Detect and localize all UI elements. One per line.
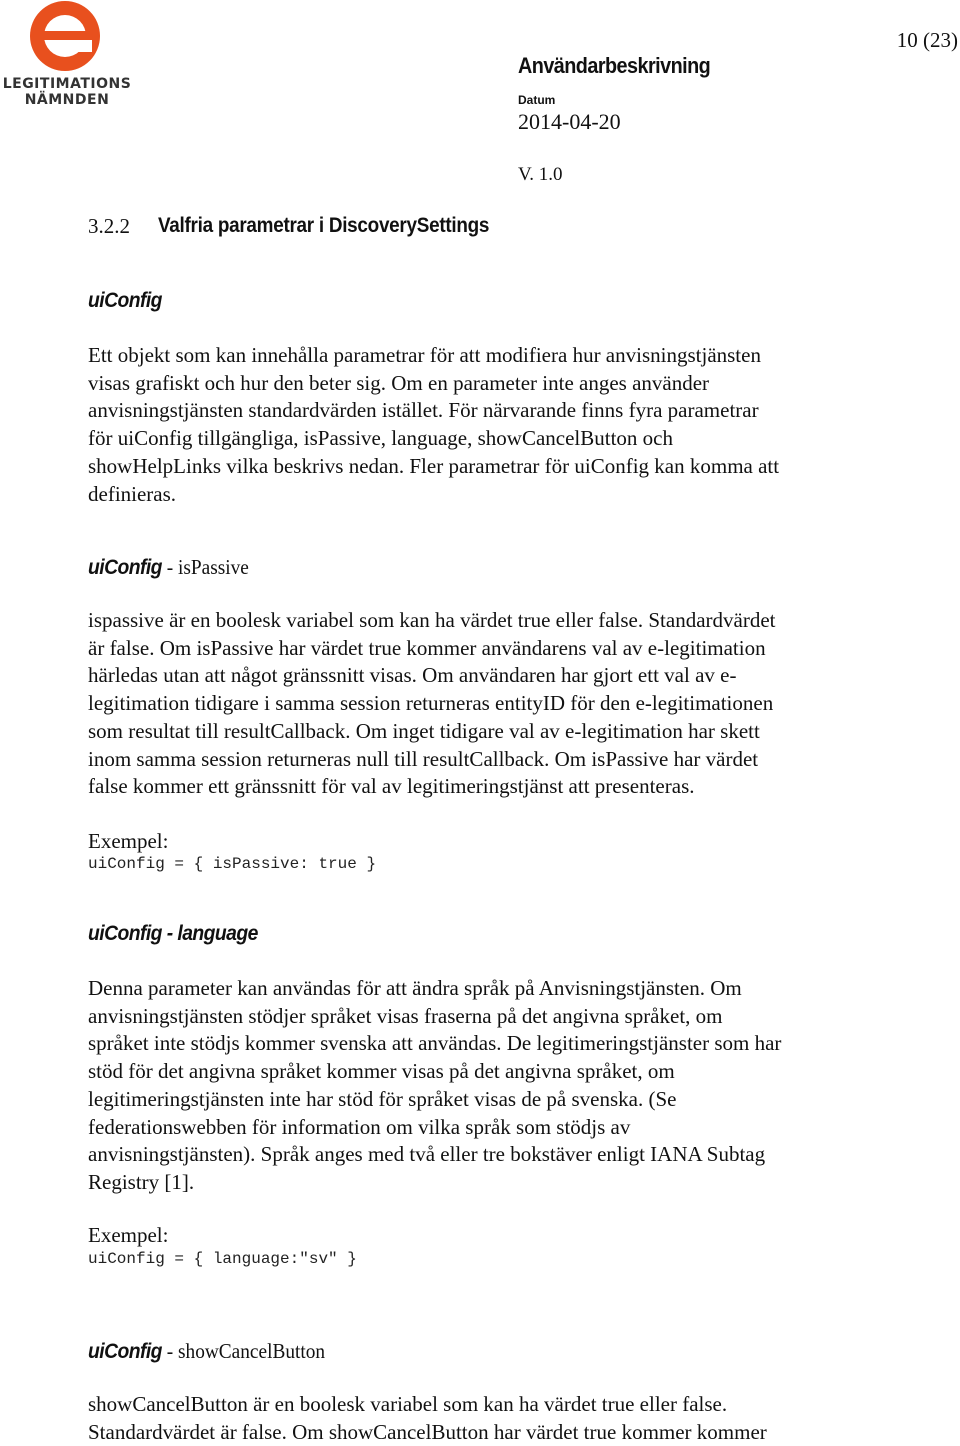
date-label: Datum: [518, 93, 556, 107]
legitimationsnamnden-logo: [2, 0, 132, 112]
ispassive-heading-suffix: - isPassive: [161, 555, 249, 579]
paragraph-line: Standardvärdet är false. Om showCancelButton har värdet true kommer kommer: [88, 1419, 767, 1444]
document-title: Användarbeskrivning: [518, 53, 711, 78]
paragraph-line: härledas utan att något gränssnitt visas. Om användaren har gjort ett val av e-: [88, 663, 737, 688]
paragraph-line: Registry [1].: [88, 1169, 195, 1194]
paragraph-line: Ett objekt som kan innehålla parametrar för att modifiera hur anvisningstjänsten: [88, 343, 761, 367]
ispassive-example-code: uiConfig = { isPassive: true }: [88, 855, 377, 873]
paragraph-line: showCancelButton är en boolesk variabel som kan ha värdet true eller false.: [88, 1392, 728, 1416]
section-number: 3.2.2: [88, 214, 130, 238]
ispassive-example-label: Exempel:: [88, 829, 169, 853]
paragraph-line: federationswebben för information om vilka språk som stödjs av: [88, 1114, 631, 1139]
paragraph-line: språket inte stödjs kommer svenska att användas. De legitimeringstjänster som har: [88, 1031, 782, 1056]
logo-text-line2: NÄMNDEN: [24, 92, 110, 108]
ispassive-heading: [88, 555, 249, 580]
paragraph-line: legitimation tidigare i samma session returneras entityID för den e-legitimationen: [88, 691, 774, 716]
language-paragraph: [88, 975, 888, 1197]
ispassive-heading-main: uiConfig: [88, 556, 162, 579]
language-example-code: uiConfig = { language:"sv" }: [88, 1250, 357, 1268]
uiconfig-paragraph: [88, 342, 888, 508]
paragraph-line: showHelpLinks vilka beskrivs nedan. Fler parametrar för uiConfig kan komma att: [88, 453, 780, 478]
paragraph-line: är false. Om isPassive har värdet true kommer användarens val av e-legitimation: [88, 635, 766, 660]
paragraph-line: ispassive är en boolesk variabel som kan ha värdet true eller false. Standardvärdet: [88, 608, 776, 632]
paragraph-line: anvisningstjänsten). Språk anges med två eller tre bokstäver enligt IANA Subtag: [88, 1142, 766, 1167]
paragraph-line: visas grafiskt och hur den beter sig. Om en parameter inte anges använder: [88, 370, 710, 395]
section-title: Valfria parametrar i DiscoverySettings: [158, 214, 490, 237]
e-logo-icon: [2, 0, 132, 76]
paragraph-line: Denna parameter kan användas för att ändra språk på Anvisningstjänsten. Om: [88, 976, 742, 1000]
paragraph-line: false kommer ett gränssnitt för val av legitimeringstjänst att presenteras.: [88, 774, 695, 799]
paragraph-line: anvisningstjänsten stödjer språket visas fraserna på det angivna språket, om: [88, 1003, 723, 1028]
paragraph-line: stöd för det angivna språket kommer visas på det angivna språket, om: [88, 1059, 675, 1084]
paragraph-line: anvisningstjänsten standardvärden istället. För närvarande finns fyra parametrar: [88, 398, 759, 423]
showcancelbutton-heading: [88, 1339, 325, 1364]
language-heading: uiConfig - language: [88, 922, 258, 945]
version-label: V. 1.0: [518, 164, 563, 185]
paragraph-line: inom samma session returneras null till resultCallback. Om isPassive har värdet: [88, 746, 759, 771]
page-number: 10 (23): [896, 28, 958, 52]
showcancelbutton-heading-main: uiConfig: [88, 1340, 162, 1363]
paragraph-line: legitimeringstjänsten inte har stöd för språket visas de på svenska. (Se: [88, 1086, 677, 1111]
ispassive-paragraph: [88, 607, 888, 801]
paragraph-line: för uiConfig tillgängliga, isPassive, language, showCancelButton och: [88, 426, 673, 451]
showcancelbutton-heading-suffix: - showCancelButton: [161, 1339, 326, 1363]
paragraph-line: som resultat till resultCallback. Om inget tidigare val av e-legitimation har skett: [88, 718, 760, 743]
date-value: 2014-04-20: [518, 109, 621, 134]
showcancelbutton-paragraph: [88, 1391, 888, 1446]
uiconfig-heading: uiConfig: [88, 289, 162, 312]
language-example-label: Exempel:: [88, 1223, 169, 1247]
logo-text-line1: LEGITIMATIONS: [2, 76, 132, 92]
paragraph-line: definieras.: [88, 481, 177, 506]
